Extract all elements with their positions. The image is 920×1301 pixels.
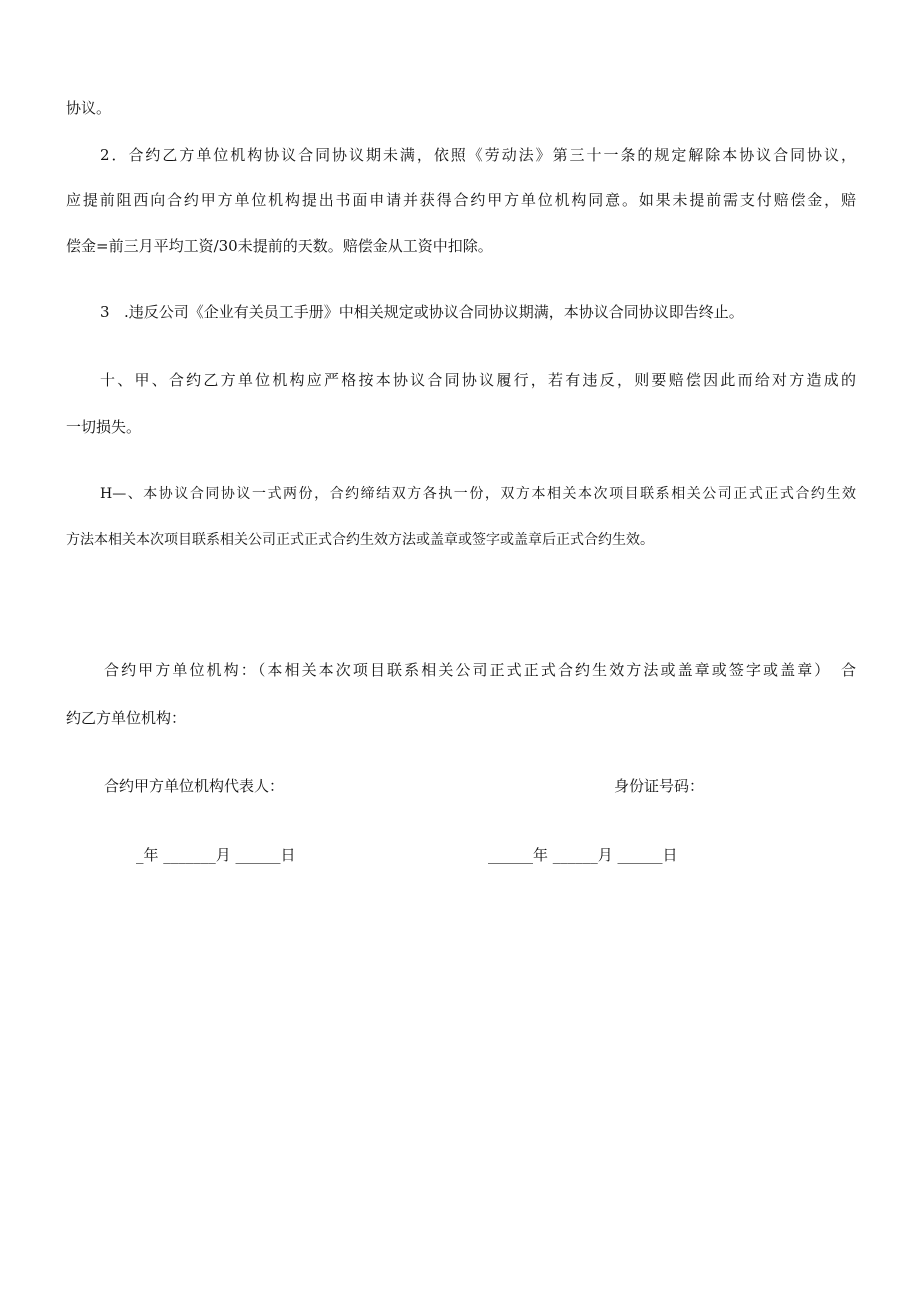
- date-left: _年 _______月 ______日: [136, 846, 296, 864]
- clause-3-text: .违反公司《企业有关员工手册》中相关规定或协议合同协议期满，本协议合同协议即告终止。: [124, 303, 744, 321]
- article-11-line-1: H—、本协议合同协议一式两份，合约缔结双方各执一份，双方本相关本次项目联系相关公司正式正式合约生效: [100, 486, 856, 502]
- article-10-line-1: 十、甲、合约乙方单位机构应严格按本协议合同协议履行，若有违反，则要赔偿因此而给对方造成的: [100, 371, 856, 389]
- representative-label: 合约甲方单位机构代表人：: [104, 777, 285, 795]
- clause-3-number: 3: [100, 303, 110, 321]
- id-number-label: 身份证号码：: [614, 777, 705, 795]
- article-11-line-2: 方法本相关本次项目联系相关公司正式正式合约生效方法或盖章或签字或盖章后正式合约生效。: [66, 532, 654, 548]
- clause-2-line-1: 2．合约乙方单位机构协议合同协议期未满，依照《劳动法》第三十一条的规定解除本协议合同协议，: [100, 146, 856, 164]
- clause-2-line-2: 应提前阻西向合约甲方单位机构提出书面申请并获得合约甲方单位机构同意。如果未提前需支付赔偿金，赔: [66, 191, 856, 209]
- party-a-signature-line: 合约甲方单位机构：（本相关本次项目联系相关公司正式正式合约生效方法或盖章或签字或盖章） 合: [104, 661, 856, 679]
- article-10-line-2: 一切损失。: [66, 418, 142, 436]
- party-b-signature-line: 约乙方单位机构：: [66, 709, 187, 727]
- fragment-top: 协议。: [66, 99, 112, 117]
- clause-2-line-3: 偿金=前三月平均工资/30未提前的天数。赔偿金从工资中扣除。: [66, 237, 493, 255]
- date-right: ______年 ______月 ______日: [488, 846, 678, 864]
